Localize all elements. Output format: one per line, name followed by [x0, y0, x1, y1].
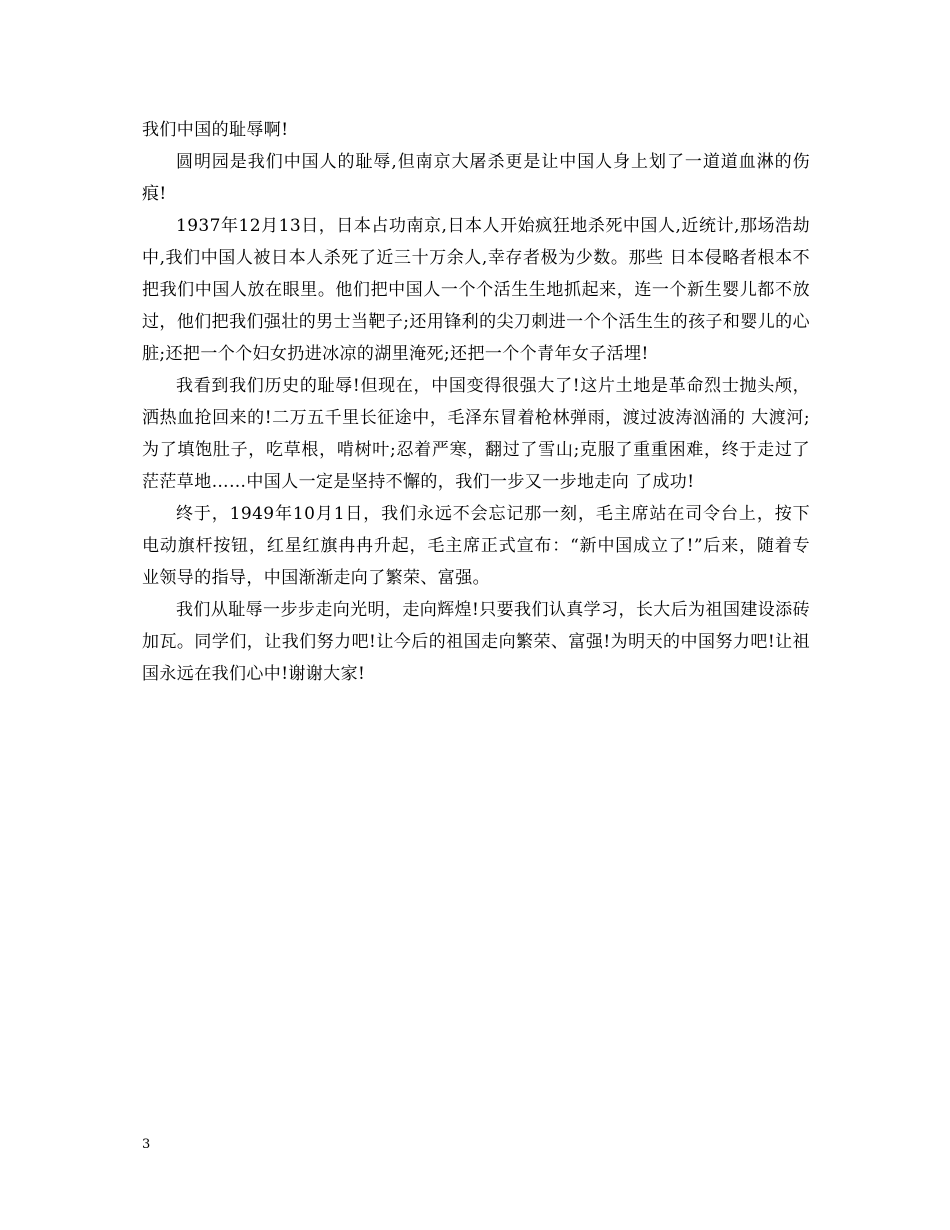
- paragraph-5: 终于，1949年10月1日，我们永远不会忘记那一刻，毛主席站在司令台上，按下电动旗杆按钮，红星红旗冉冉升起，毛主席正式宣布：“新中国成立了!”后来，随着专业领导的指导，中国渐渐走向了繁荣、富强。: [142, 504, 810, 588]
- page-number: 3: [142, 1137, 151, 1152]
- paragraph-3: 1937年12月13日，日本占功南京,日本人开始疯狂地杀死中国人,近统计,那场浩劫中,我们中国人被日本人杀死了近三十万余人,幸存者极为少数。那些 日本侵略者根本不把我们中国人放在眼里。他们把中国人一个个活生生地抓起来，连一个新生婴儿都不放过，他们把我们强壮的男士当靶子;还用锋利的尖刀刺进一个个活生生的孩子和婴儿的心脏;还把一个个妇女扔进冰凉的湖里淹死;还把一个个青年女子活埋!: [142, 216, 810, 364]
- paragraph-2: 圆明园是我们中国人的耻辱,但南京大屠杀更是让中国人身上划了一道道血淋的伤痕!: [142, 152, 810, 204]
- body-text: [142, 114, 810, 690]
- paragraph-6: 我们从耻辱一步步走向光明，走向辉煌!只要我们认真学习，长大后为祖国建设添砖加瓦。同学们，让我们努力吧!让今后的祖国走向繁荣、富强!为明天的中国努力吧!让祖国永远在我们心中!谢谢大家!: [142, 600, 810, 684]
- paragraph-1: 我们中国的耻辱啊!: [142, 120, 289, 140]
- paragraph-4: 我看到我们历史的耻辱!但现在，中国变得很强大了!这片土地是革命烈士抛头颅，洒热血抢回来的!二万五千里长征途中，毛泽东冒着枪林弹雨，渡过波涛汹涌的 大渡河;为了填饱肚子，吃草根，啃树叶;忍着严寒，翻过了雪山;克服了重重困难，终于走过了茫茫草地……中国人一定是坚持不懈的，我们一步又一步地走向 了成功!: [142, 376, 810, 492]
